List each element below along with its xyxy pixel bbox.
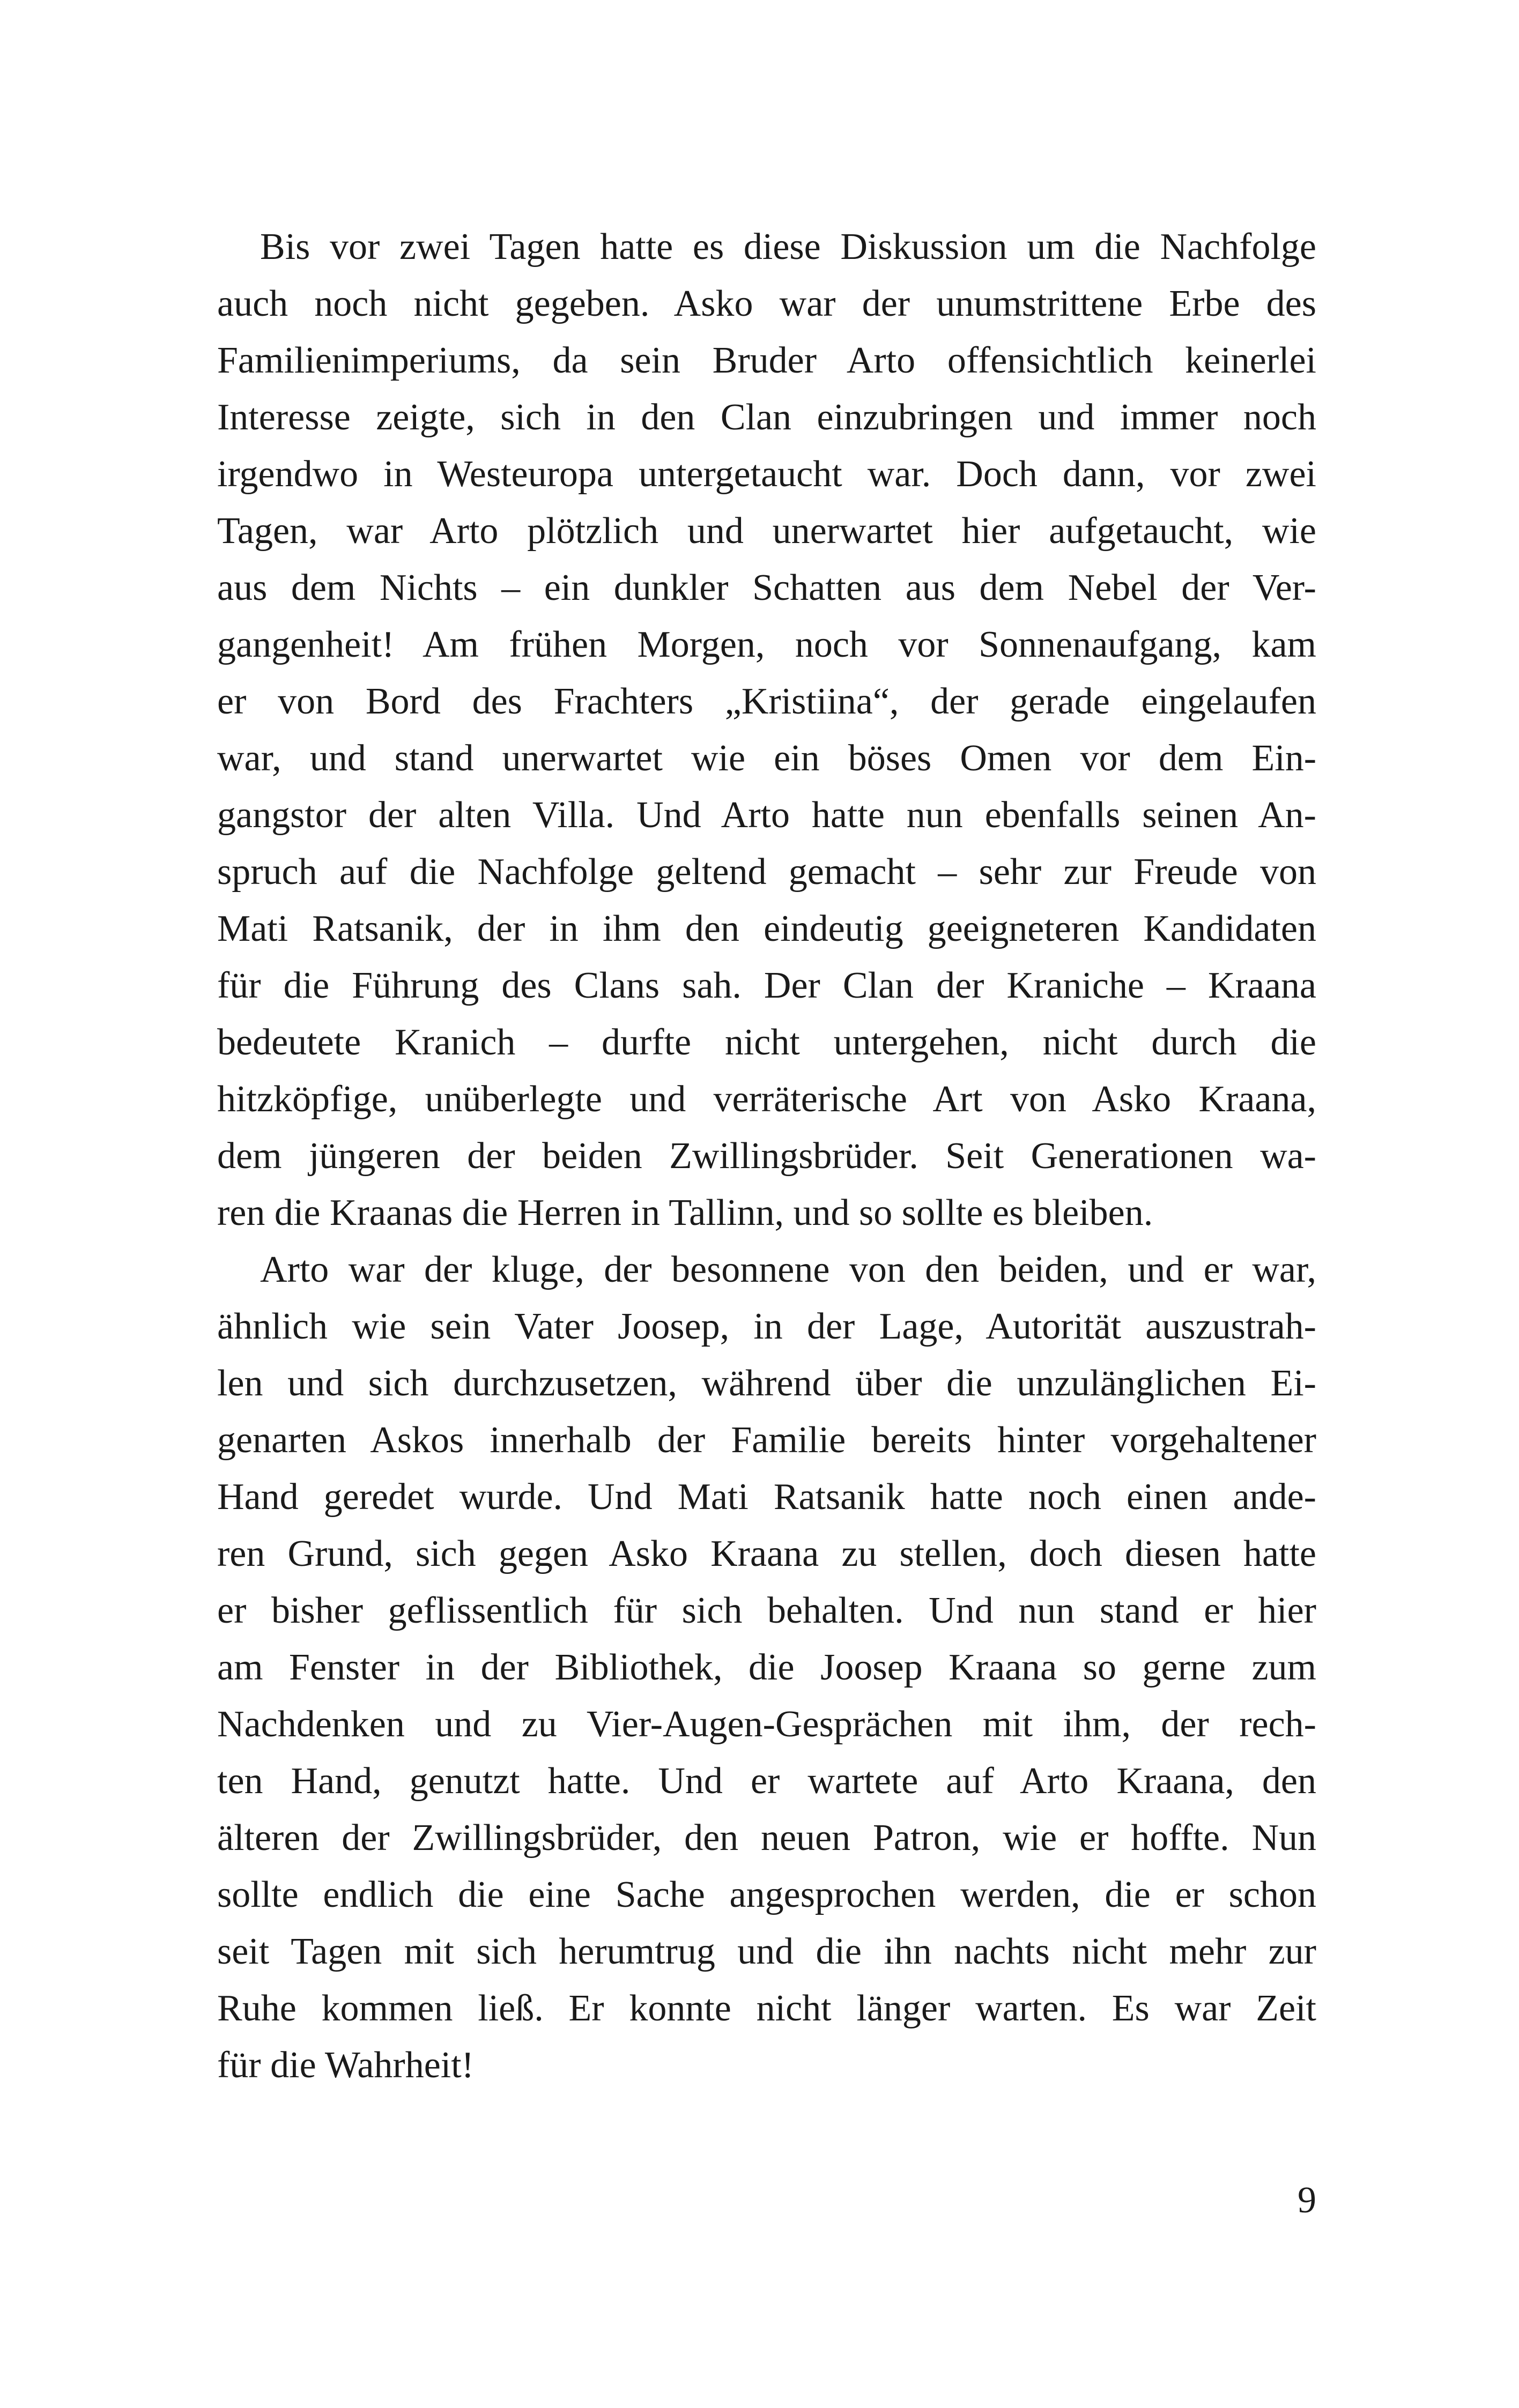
text-line: für die Wahrheit! <box>217 2045 474 2086</box>
text-line: ten Hand, genutzt hatte. Und er wartete auf Arto Kraana, den <box>217 1760 1316 1802</box>
text-line: Bis vor zwei Tagen hatte es diese Diskussion um die Nachfolge <box>260 226 1316 267</box>
text-line: ren die Kraanas die Herren in Tallinn, und so sollte es bleiben. <box>217 1192 1153 1233</box>
text-line: bedeutete Kranich – durfte nicht untergehen, nicht durch die <box>217 1022 1316 1063</box>
text-line: Hand geredet wurde. Und Mati Ratsanik hatte noch einen ande- <box>217 1476 1316 1518</box>
text-line: er bisher geflissentlich für sich behalten. Und nun stand er hier <box>217 1590 1316 1631</box>
text-line: älteren der Zwillingsbrüder, den neuen Patron, wie er hoffte. Nun <box>217 1817 1316 1859</box>
text-line: dem jüngeren der beiden Zwillingsbrüder. Seit Generationen wa- <box>217 1135 1316 1177</box>
text-line: Ruhe kommen ließ. Er konnte nicht länger warten. Es war Zeit <box>217 1988 1316 2029</box>
text-line: Mati Ratsanik, der in ihm den eindeutig geeigneteren Kandidaten <box>217 908 1316 949</box>
text-line: war, und stand unerwartet wie ein böses Omen vor dem Ein- <box>217 738 1316 779</box>
text-line: genarten Askos innerhalb der Familie bereits hinter vorgehaltener <box>217 1419 1316 1461</box>
text-line: hitzköpfige, unüberlegte und verräterische Art von Asko Kraana, <box>217 1079 1316 1120</box>
text-line: len und sich durchzusetzen, während über die unzulänglichen Ei- <box>217 1363 1316 1404</box>
text-line: irgendwo in Westeuropa untergetaucht war. Doch dann, vor zwei <box>217 454 1316 495</box>
text-line: seit Tagen mit sich herumtrug und die ihn nachts nicht mehr zur <box>217 1931 1316 1972</box>
text-line: ähnlich wie sein Vater Joosep, in der Lage, Autorität auszustrah- <box>217 1306 1316 1347</box>
text-line: Nachdenken und zu Vier-Augen-Gesprächen mit ihm, der rech- <box>217 1704 1316 1745</box>
text-line: am Fenster in der Bibliothek, die Joosep Kraana so gerne zum <box>217 1647 1316 1688</box>
text-line: gangstor der alten Villa. Und Arto hatte nun ebenfalls seinen An- <box>217 794 1316 836</box>
text-line: Familienimperiums, da sein Bruder Arto offensichtlich keinerlei <box>217 340 1316 381</box>
text-line: aus dem Nichts – ein dunkler Schatten aus dem Nebel der Ver- <box>217 567 1316 608</box>
text-line: sollte endlich die eine Sache angesprochen werden, die er schon <box>217 1874 1316 1915</box>
page-number: 9 <box>1298 2180 1316 2221</box>
text-line: Tagen, war Arto plötzlich und unerwartet hier aufgetaucht, wie <box>217 510 1316 552</box>
text-line: ren Grund, sich gegen Asko Kraana zu stellen, doch diesen hatte <box>217 1533 1316 1574</box>
text-line: gangenheit! Am frühen Morgen, noch vor Sonnenaufgang, kam <box>217 624 1316 665</box>
body-text <box>217 219 1316 2094</box>
text-line: auch noch nicht gegeben. Asko war der unumstrittene Erbe des <box>217 283 1316 324</box>
text-line: spruch auf die Nachfolge geltend gemacht – sehr zur Freude von <box>217 851 1316 893</box>
text-line: Interesse zeigte, sich in den Clan einzubringen und immer noch <box>217 397 1316 438</box>
text-line: er von Bord des Frachters „Kristiina“, der gerade eingelaufen <box>217 681 1316 722</box>
text-line: für die Führung des Clans sah. Der Clan der Kraniche – Kraana <box>217 965 1316 1006</box>
text-line: Arto war der kluge, der besonnene von den beiden, und er war, <box>260 1249 1316 1290</box>
